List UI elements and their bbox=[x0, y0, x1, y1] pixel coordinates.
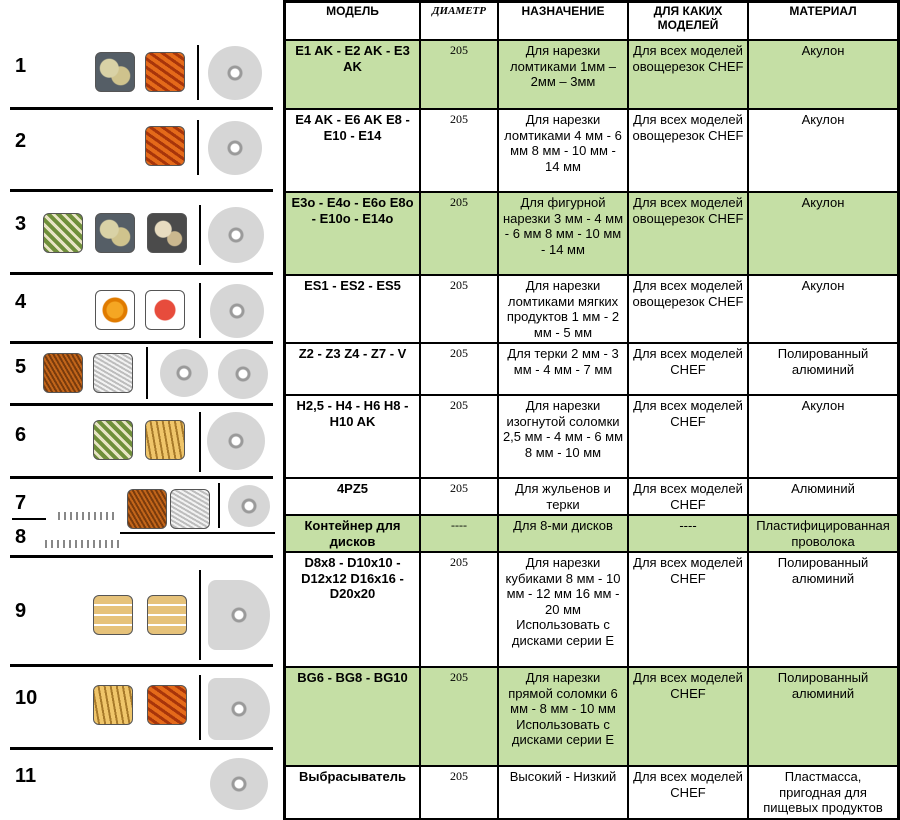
table-row bbox=[285, 109, 898, 192]
row-divider bbox=[10, 555, 273, 558]
sliced-orange-image bbox=[95, 290, 135, 330]
model-cell: Z2 - Z3 Z4 - Z7 - V bbox=[285, 343, 420, 395]
item-number: 8 bbox=[15, 526, 27, 548]
for-models-cell: ---- bbox=[628, 515, 748, 552]
purpose-cell: Для терки 2 мм - 3 мм - 4 мм - 7 мм bbox=[498, 343, 628, 395]
purpose-cell: Для 8-ми дисков bbox=[498, 515, 628, 552]
purpose-cell: Для нарезки ломтиками мягких продуктов 1 мм - 2 мм - 5 мм bbox=[498, 275, 628, 343]
grater-disc-image bbox=[218, 349, 268, 399]
diameter-cell: ---- bbox=[420, 515, 498, 552]
diameter-cell: 205 bbox=[420, 275, 498, 343]
image-divider bbox=[197, 120, 199, 175]
material-cell: Полированный алюминий bbox=[748, 667, 898, 766]
image-divider bbox=[199, 205, 201, 265]
grated-carrot-image bbox=[43, 353, 83, 393]
diameter-cell: 205 bbox=[420, 343, 498, 395]
diced-vegetable-image bbox=[147, 595, 187, 635]
for-models-cell: Для всех моделей овощерезок CHEF bbox=[628, 109, 748, 192]
sliced-carrot-image bbox=[145, 126, 185, 166]
item-number: 1 bbox=[15, 55, 27, 77]
header-for-models: ДЛЯ КАКИХ МОДЕЛЕЙ bbox=[628, 2, 748, 40]
header-model: МОДЕЛЬ bbox=[285, 2, 420, 40]
row-divider bbox=[12, 518, 46, 520]
grated-cheese-image bbox=[170, 489, 210, 529]
material-cell: Акулон bbox=[748, 192, 898, 275]
disc-rack-image bbox=[45, 540, 120, 548]
image-divider bbox=[197, 45, 199, 100]
ejector-disc-image bbox=[210, 758, 268, 810]
for-models-cell: Для всех моделей овощерезок CHEF bbox=[628, 192, 748, 275]
diameter-cell: 205 bbox=[420, 478, 498, 515]
diameter-cell: 205 bbox=[420, 40, 498, 109]
header-material: МАТЕРИАЛ bbox=[748, 2, 898, 40]
material-cell: Пластифицированная проволока bbox=[748, 515, 898, 552]
model-cell: BG6 - BG8 - BG10 bbox=[285, 667, 420, 766]
table-row bbox=[285, 192, 898, 275]
for-models-cell: Для всех моделей CHEF bbox=[628, 395, 748, 478]
for-models-cell: Для всех моделей CHEF bbox=[628, 343, 748, 395]
table-row bbox=[285, 395, 898, 478]
purpose-cell: Для нарезки ломтиками 1мм – 2мм – 3мм bbox=[498, 40, 628, 109]
table-row bbox=[285, 478, 898, 515]
row-divider bbox=[10, 476, 273, 479]
model-cell: 4PZ5 bbox=[285, 478, 420, 515]
grated-carrot-image bbox=[127, 489, 167, 529]
model-cell: E3o - E4o - E6o E8o - E10o - E14o bbox=[285, 192, 420, 275]
row-divider bbox=[10, 189, 273, 192]
model-cell: Контейнер для дисков bbox=[285, 515, 420, 552]
item-number: 3 bbox=[15, 213, 27, 235]
material-cell: Акулон bbox=[748, 395, 898, 478]
table-row bbox=[285, 40, 898, 109]
for-models-cell: Для всех моделей овощерезок CHEF bbox=[628, 275, 748, 343]
item-number: 4 bbox=[15, 291, 27, 313]
material-cell: Акулон bbox=[748, 109, 898, 192]
sliced-carrot-image bbox=[145, 52, 185, 92]
grater-disc-image bbox=[160, 349, 208, 397]
item-number: 11 bbox=[15, 765, 37, 787]
model-cell: Выбрасыватель bbox=[285, 766, 420, 819]
diameter-cell: 205 bbox=[420, 766, 498, 819]
sliced-tomato-image bbox=[145, 290, 185, 330]
soft-slicing-disc-image bbox=[210, 284, 264, 338]
model-cell: D8x8 - D10x10 - D12x12 D16x16 - D20x20 bbox=[285, 552, 420, 667]
image-divider bbox=[199, 675, 201, 740]
table-row bbox=[285, 766, 898, 819]
table-row bbox=[285, 552, 898, 667]
slicing-disc-image bbox=[208, 121, 262, 175]
for-models-cell: Для всех моделей CHEF bbox=[628, 552, 748, 667]
disc-rack-image bbox=[58, 512, 118, 520]
diameter-cell: 205 bbox=[420, 552, 498, 667]
grated-cheese-image bbox=[93, 353, 133, 393]
row-divider bbox=[10, 107, 273, 110]
french-fries-image bbox=[93, 685, 133, 725]
julienne-grater-disc-image bbox=[228, 485, 270, 527]
item-number: 6 bbox=[15, 424, 27, 446]
sliced-potato-image bbox=[95, 213, 135, 253]
for-models-cell: Для всех моделей CHEF bbox=[628, 478, 748, 515]
sliced-zucchini-image bbox=[43, 213, 83, 253]
image-divider bbox=[199, 570, 201, 660]
image-divider bbox=[199, 412, 201, 472]
material-cell: Акулон bbox=[748, 40, 898, 109]
purpose-cell: Для нарезки изогнутой соломки 2,5 мм - 4 мм - 6 мм 8 мм - 10 мм bbox=[498, 395, 628, 478]
dicing-grid-image bbox=[208, 580, 270, 650]
purpose-cell: Высокий - Низкий bbox=[498, 766, 628, 819]
header-diameter: ДИАМЕТР bbox=[420, 2, 498, 40]
diameter-cell: 205 bbox=[420, 192, 498, 275]
material-cell: Полированный алюминий bbox=[748, 552, 898, 667]
disc-spec-table bbox=[284, 1, 899, 820]
table-row bbox=[285, 667, 898, 766]
image-divider bbox=[218, 483, 220, 528]
sliced-vegetable-image bbox=[95, 52, 135, 92]
product-image-panel bbox=[0, 0, 283, 820]
purpose-cell: Для жульенов и терки bbox=[498, 478, 628, 515]
item-number: 10 bbox=[15, 687, 38, 709]
model-cell: E4 AK - E6 AK E8 - E10 - E14 bbox=[285, 109, 420, 192]
row-divider bbox=[10, 403, 273, 406]
diameter-cell: 205 bbox=[420, 109, 498, 192]
diameter-cell: 205 bbox=[420, 395, 498, 478]
slicing-disc-image bbox=[208, 46, 262, 100]
row-divider bbox=[10, 272, 273, 275]
for-models-cell: Для всех моделей CHEF bbox=[628, 766, 748, 819]
model-cell: E1 AK - E2 AK - E3 AK bbox=[285, 40, 420, 109]
diced-potato-image bbox=[93, 595, 133, 635]
purpose-cell: Для нарезки прямой соломки 6 мм - 8 мм - 10 мм Использовать с дисками серии E bbox=[498, 667, 628, 766]
material-cell: Полированный алюминий bbox=[748, 343, 898, 395]
image-divider bbox=[199, 283, 201, 338]
purpose-cell: Для нарезки кубиками 8 мм - 10 мм - 12 мм 16 мм - 20 мм Использовать с дисками серии E bbox=[498, 552, 628, 667]
purpose-cell: Для фигурной нарезки 3 мм - 4 мм - 6 мм 8 мм - 10 мм - 14 мм bbox=[498, 192, 628, 275]
row-divider bbox=[120, 532, 275, 534]
for-models-cell: Для всех моделей CHEF bbox=[628, 667, 748, 766]
for-models-cell: Для всех моделей овощерезок CHEF bbox=[628, 40, 748, 109]
header-purpose: НАЗНАЧЕНИЕ bbox=[498, 2, 628, 40]
row-divider bbox=[10, 747, 273, 750]
row-divider bbox=[10, 664, 273, 667]
material-cell: Пластмасса, пригодная для пищевых продуктов bbox=[748, 766, 898, 819]
item-number: 7 bbox=[15, 492, 27, 514]
model-cell: H2,5 - H4 - H6 H8 - H10 AK bbox=[285, 395, 420, 478]
julienne-zucchini-image bbox=[93, 420, 133, 460]
sliced-mushroom-image bbox=[147, 213, 187, 253]
table-row bbox=[285, 515, 898, 552]
julienne-potato-image bbox=[145, 420, 185, 460]
image-divider bbox=[146, 347, 148, 399]
carrot-sticks-image bbox=[147, 685, 187, 725]
model-cell: ES1 - ES2 - ES5 bbox=[285, 275, 420, 343]
julienne-disc-image bbox=[207, 412, 265, 470]
row-divider bbox=[10, 341, 273, 344]
item-number: 9 bbox=[15, 600, 27, 622]
purpose-cell: Для нарезки ломтиками 4 мм - 6 мм 8 мм - 10 мм - 14 мм bbox=[498, 109, 628, 192]
table-row bbox=[285, 275, 898, 343]
item-number: 2 bbox=[15, 130, 27, 152]
item-number: 5 bbox=[15, 356, 27, 378]
table-row bbox=[285, 343, 898, 395]
french-fry-grid-image bbox=[208, 678, 270, 740]
material-cell: Акулон bbox=[748, 275, 898, 343]
wavy-slicing-disc-image bbox=[208, 207, 264, 263]
diameter-cell: 205 bbox=[420, 667, 498, 766]
material-cell: Алюминий bbox=[748, 478, 898, 515]
